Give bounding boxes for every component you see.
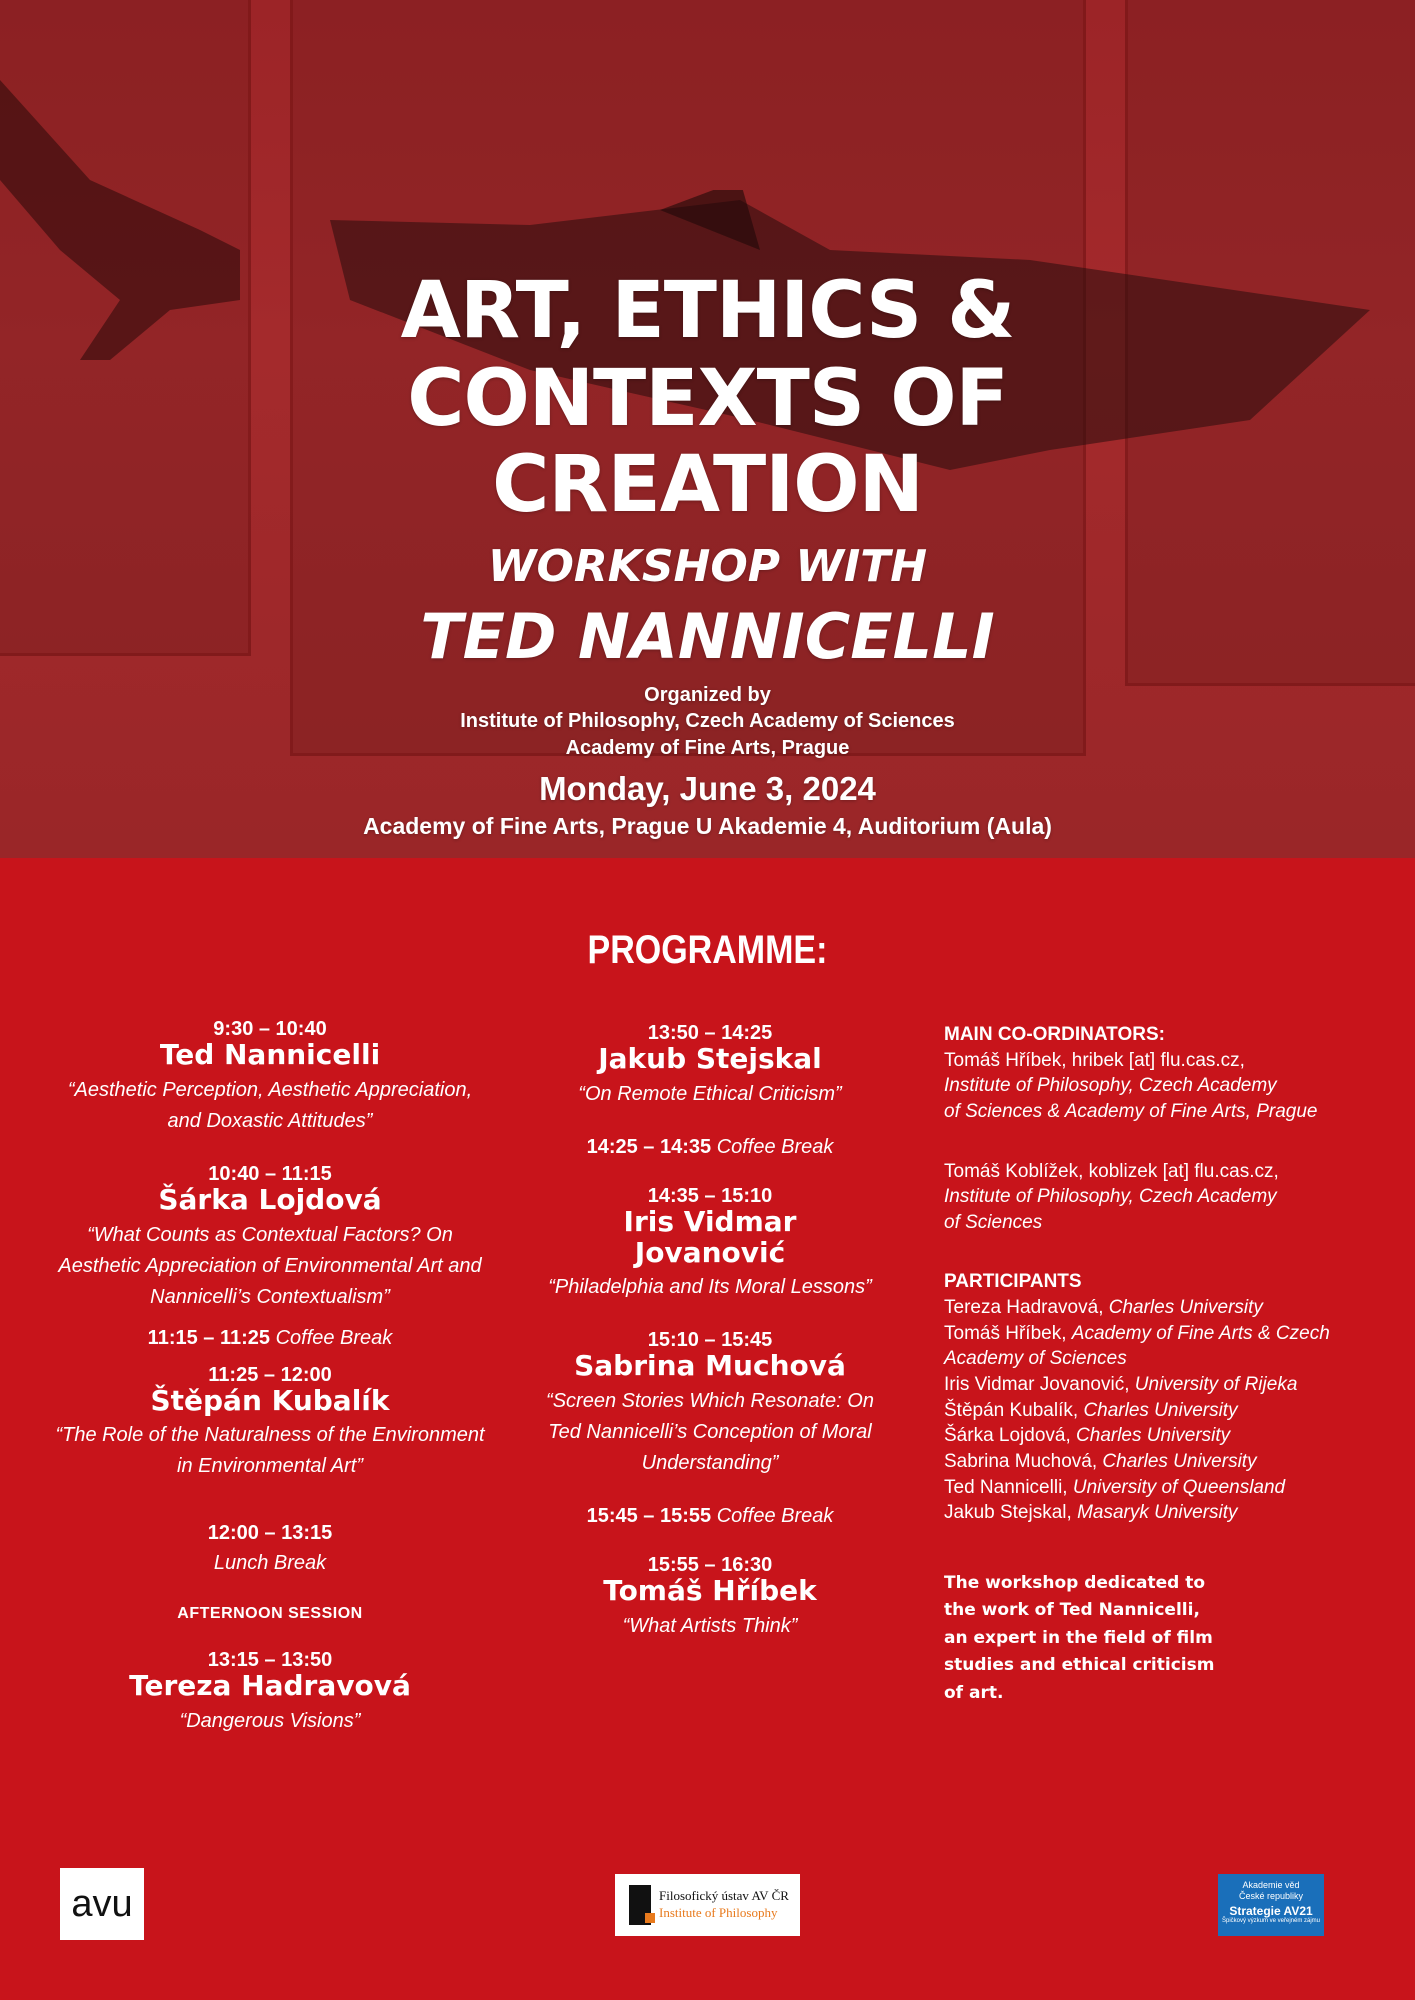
talk-title: “Philadelphia and Its Moral Lessons” <box>548 1276 872 1299</box>
talk-title: “The Role of the Naturalness of the Environment in Environmental Art” <box>55 1424 485 1478</box>
session-time: 15:55 – 16:30 <box>647 1554 773 1577</box>
participant: Štěpán Kubalík, Charles University <box>944 1399 1238 1421</box>
organized-by-label: Organized by <box>644 684 771 706</box>
organizer-1: Institute of Philosophy, Czech Academy of Sciences <box>460 710 955 732</box>
event-subtitle: WORKSHOP WITH <box>487 541 928 592</box>
participant: Academy of Sciences <box>944 1348 1127 1370</box>
speaker-name: Tomáš Hříbek <box>603 1574 817 1608</box>
session-time: 15:10 – 15:45 <box>647 1329 773 1352</box>
coordinator-affiliation: of Sciences & Academy of Fine Arts, Prague <box>944 1100 1318 1122</box>
participant: Tomáš Hříbek, Academy of Fine Arts & Czech <box>944 1322 1330 1344</box>
programme-item <box>50 1649 490 1737</box>
participant: Sabrina Muchová, Charles University <box>944 1450 1257 1472</box>
session-time: 9:30 – 10:40 <box>213 1018 327 1040</box>
participant: Tereza Hadravová, Charles University <box>944 1297 1263 1319</box>
speaker-name-line-2: Jovanović <box>634 1235 786 1269</box>
lunch-break <box>50 1522 490 1579</box>
programme-item <box>50 1018 490 1137</box>
participants-title: PARTICIPANTS <box>944 1271 1082 1293</box>
break-time: 15:45 – 15:55 <box>586 1505 712 1528</box>
event-date: Monday, June 3, 2024 <box>539 770 876 807</box>
speaker-name: Štěpán Kubalík <box>150 1383 390 1417</box>
programme-column-2 <box>500 1022 920 1642</box>
event-venue: Academy of Fine Arts, Prague U Akademie 4, Auditorium (Aula) <box>363 813 1052 839</box>
talk-title: “Screen Stories Which Resonate: On Ted Nannicelli’s Conception of Moral Understanding” <box>546 1390 874 1475</box>
programme-item <box>50 1163 490 1313</box>
workshop-description: The workshop dedicated to the work of Ted Nannicelli, an expert in the field of film studies and ethical criticism of art. <box>944 1572 1215 1704</box>
talk-title: “What Counts as Contextual Factors? On Aesthetic Appreciation of Environmental Art and Nannicelli’s Contextualism” <box>58 1223 482 1308</box>
programme-heading: PROGRAMME: <box>587 928 828 972</box>
speaker-name: Sabrina Muchová <box>574 1349 846 1383</box>
coffee-break <box>500 1136 920 1159</box>
programme-column-1 <box>50 1018 490 1737</box>
programme-item <box>500 1554 920 1642</box>
event-title-line-3: CREATION <box>492 440 923 530</box>
institute-of-philosophy-logo <box>615 1874 800 1936</box>
organizer-2: Academy of Fine Arts, Prague <box>565 737 850 759</box>
session-time: 13:15 – 13:50 <box>207 1649 333 1672</box>
participant: Ted Nannicelli, University of Queensland <box>944 1476 1286 1498</box>
programme-item <box>50 1364 490 1483</box>
talk-title: “What Artists Think” <box>622 1614 798 1637</box>
speaker-name-line-1: Iris Vidmar <box>623 1204 797 1238</box>
info-sidebar <box>944 1022 1384 1708</box>
programme-item <box>500 1185 920 1304</box>
avu-logo: avu <box>60 1868 144 1940</box>
break-label: Coffee Break <box>716 1505 834 1528</box>
break-label: Coffee Break <box>716 1135 834 1158</box>
talk-title: “Dangerous Visions” <box>179 1710 361 1733</box>
speaker-name: Šárka Lojdová <box>158 1182 382 1216</box>
coffee-break <box>500 1505 920 1528</box>
programme-item <box>500 1022 920 1110</box>
speaker-name: Jakub Stejskal <box>598 1042 822 1075</box>
session-time: 11:25 – 12:00 <box>208 1363 332 1386</box>
event-title-line-2: CONTEXTS OF <box>407 354 1008 444</box>
break-label: Lunch Break <box>213 1552 327 1575</box>
coordinator-affiliation: of Sciences <box>944 1211 1043 1233</box>
coordinator-contact: Tomáš Koblížek, koblizek [at] flu.cas.cz, <box>944 1160 1279 1182</box>
coordinator-affiliation: Institute of Philosophy, Czech Academy <box>944 1186 1277 1208</box>
session-time: 13:50 – 14:25 <box>647 1022 773 1044</box>
programme-item <box>500 1329 920 1479</box>
participant: Iris Vidmar Jovanović, University of Rijeka <box>944 1374 1298 1396</box>
talk-title: “Aesthetic Perception, Aesthetic Appreciation, and Doxastic Attitudes” <box>67 1078 473 1132</box>
afternoon-session-label: AFTERNOON SESSION <box>177 1605 363 1623</box>
coordinator-affiliation: Institute of Philosophy, Czech Academy <box>944 1075 1277 1097</box>
flu-logo-text: Filosofický ústav AV ČR Institute of Philosophy <box>659 1888 789 1920</box>
session-time: 12:00 – 13:15 <box>207 1522 333 1545</box>
event-title-line-1: ART, ETHICS & <box>400 266 1015 356</box>
coffee-break <box>50 1327 490 1350</box>
session-time: 10:40 – 11:15 <box>208 1162 332 1185</box>
talk-title: “On Remote Ethical Criticism” <box>578 1082 842 1105</box>
participant: Jakub Stejskal, Masaryk University <box>944 1502 1238 1524</box>
speaker-name: Ted Nannicelli <box>159 1038 381 1071</box>
break-label: Coffee Break <box>275 1326 393 1349</box>
participant: Šárka Lojdová, Charles University <box>944 1425 1231 1447</box>
flu-f-mark-icon <box>629 1885 651 1925</box>
session-time: 14:35 – 15:10 <box>647 1184 773 1207</box>
strategie-av21-logo: Akademie věd České republiky Strategie AV21 Špičkový výzkum ve veřejném zájmu <box>1218 1874 1324 1936</box>
coordinator-contact: Tomáš Hříbek, hribek [at] flu.cas.cz, <box>944 1049 1245 1071</box>
featured-speaker: TED NANNICELLI <box>420 600 995 673</box>
break-time: 14:25 – 14:35 <box>586 1135 712 1158</box>
coordinators-title: MAIN CO-ORDINATORS: <box>944 1024 1165 1045</box>
speaker-name: Tereza Hadravová <box>129 1669 411 1703</box>
break-time: 11:15 – 11:25 <box>147 1326 271 1349</box>
